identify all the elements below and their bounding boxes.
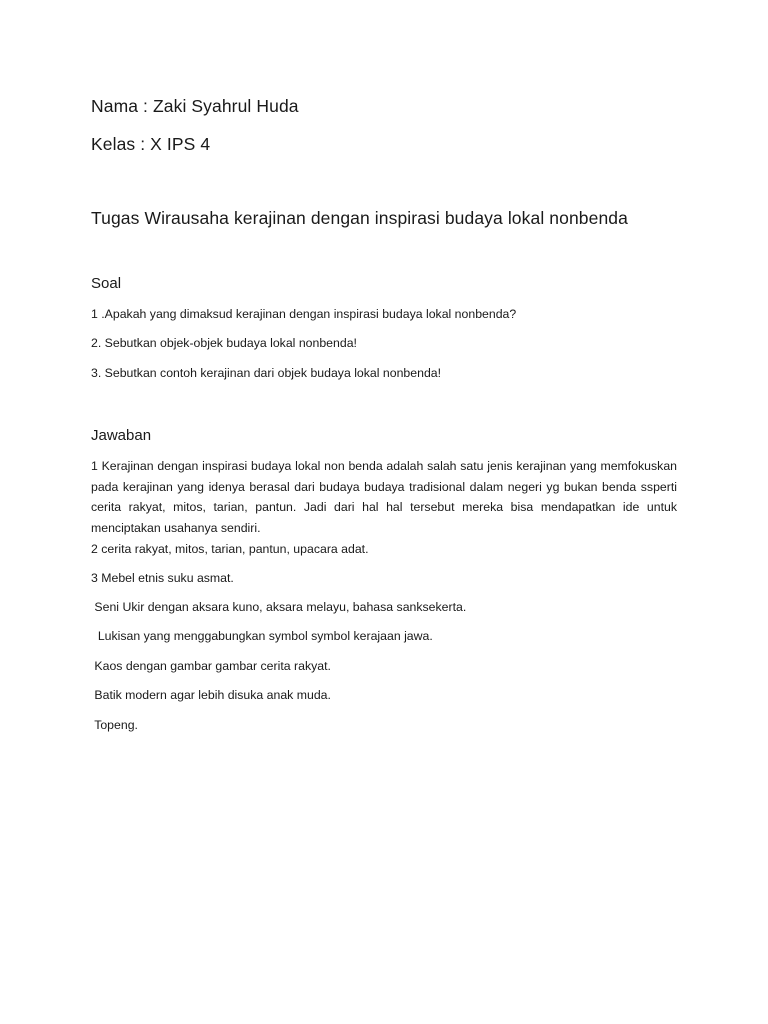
answer-2: 2 cerita rakyat, mitos, tarian, pantun, upacara adat. <box>91 542 369 556</box>
student-name: Nama : Zaki Syahrul Huda <box>91 96 299 116</box>
question-2: 2. Sebutkan objek-objek budaya lokal nonbenda! <box>91 336 357 350</box>
soal-heading: Soal <box>91 275 122 292</box>
jawaban-heading: Jawaban <box>91 427 152 444</box>
question-1: 1 .Apakah yang dimaksud kerajinan dengan inspirasi budaya lokal nonbenda? <box>91 307 517 321</box>
answer-3-item-5: Topeng. <box>91 718 138 732</box>
student-class: Kelas : X IPS 4 <box>91 134 211 154</box>
answer-3-item-2: Lukisan yang menggabungkan symbol symbol kerajaan jawa. <box>91 629 433 643</box>
assignment-title: Tugas Wirausaha kerajinan dengan inspirasi budaya lokal nonbenda <box>91 208 628 228</box>
answer-3-item-4: Batik modern agar lebih disuka anak muda. <box>91 688 331 702</box>
answer-3: 3 Mebel etnis suku asmat. <box>91 571 234 585</box>
answer-3-item-3: Kaos dengan gambar gambar cerita rakyat. <box>91 659 331 673</box>
question-3: 3. Sebutkan contoh kerajinan dari objek budaya lokal nonbenda! <box>91 366 442 380</box>
answer-3-item-1: Seni Ukir dengan aksara kuno, aksara melayu, bahasa sanksekerta. <box>91 600 467 614</box>
answer-1: 1 Kerajinan dengan inspirasi budaya lokal non benda adalah salah satu jenis kerajinan yang memfokuskan pada kerajinan yang idenya berasal dari budaya budaya tradisional dalam negeri yg bukan benda ssperti cerita rakyat, mitos, tarian, pantun. Jadi dari hal hal tersebut mereka bisa mendapatkan ide untuk menciptakan usahanya sendiri. <box>91 459 677 535</box>
